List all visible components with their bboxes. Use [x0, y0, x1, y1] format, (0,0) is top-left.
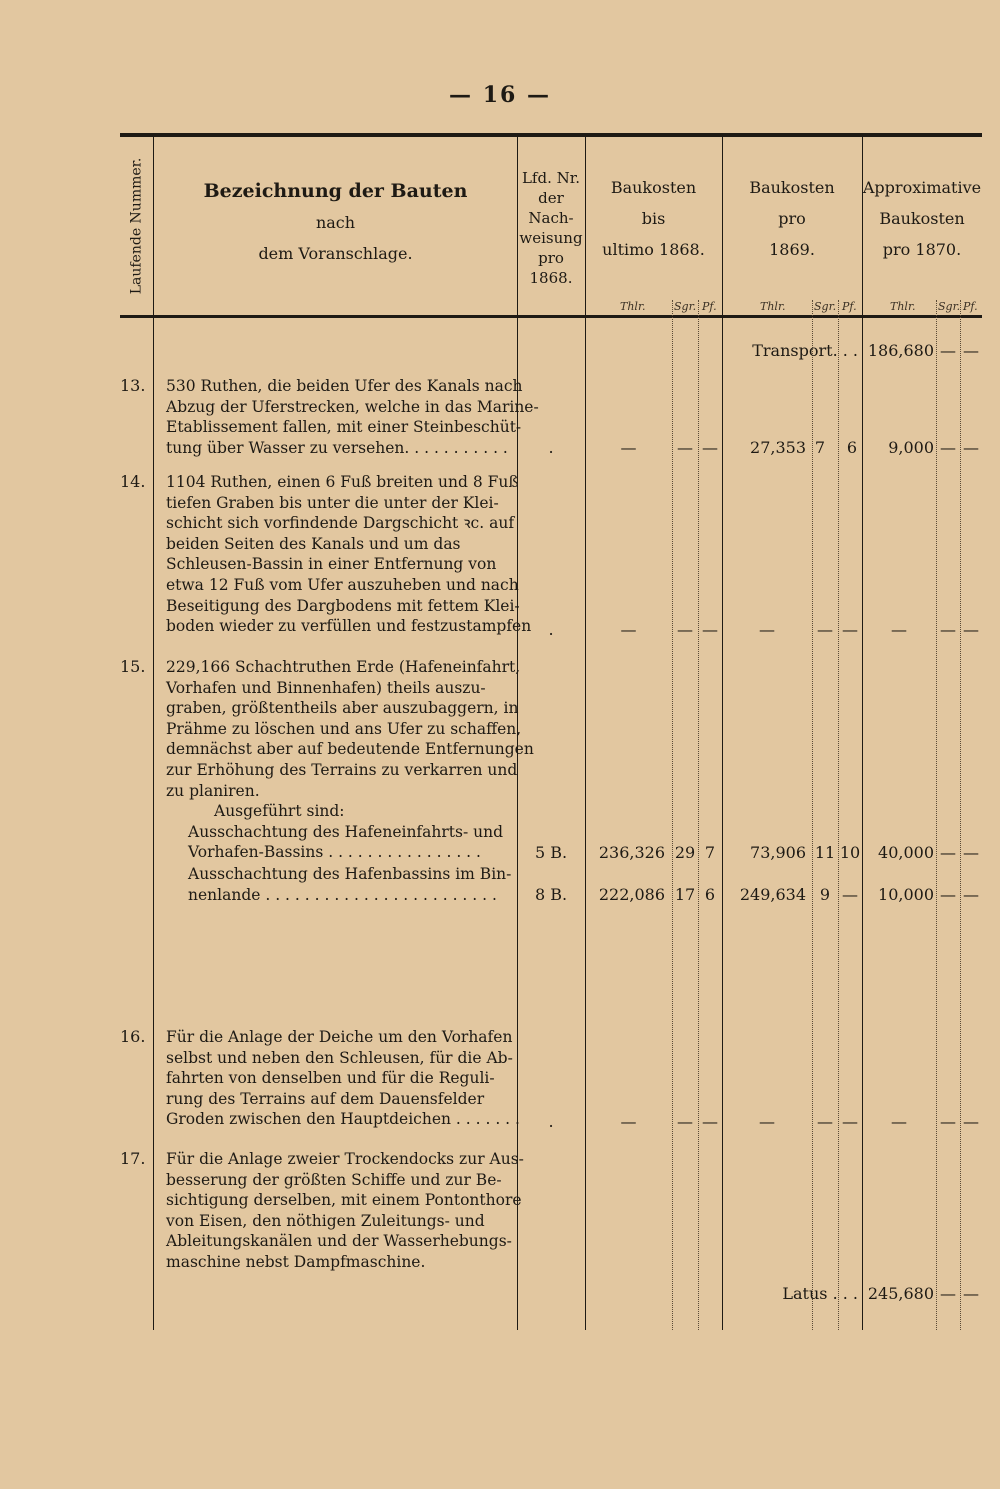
header-line: ultimo 1868.	[602, 240, 705, 259]
desc-line: 530 Ruthen, die beiden Ufer des Kanals nach	[166, 377, 523, 395]
cost-1869-thlr: 249,634	[739, 885, 806, 904]
cost-1870-thlr: —	[891, 620, 907, 639]
header-description	[154, 176, 517, 269]
cost-1870-sgr: —	[940, 1112, 956, 1131]
cost-1869-sgr: 11	[814, 843, 836, 862]
desc-line: Vorhafen und Binnenhafen) theils auszu-	[166, 678, 486, 697]
header-ref-line: der	[538, 189, 564, 207]
cost-1870-thlr: 10,000	[878, 885, 934, 904]
row-description	[166, 1027, 520, 1130]
row-description	[166, 376, 539, 458]
cost-1868-pf: 6	[704, 885, 716, 904]
latus-value: 245,680	[867, 1284, 934, 1303]
latus-label: Latus . . .	[782, 1284, 858, 1303]
cost-1868-thlr: —	[620, 1112, 637, 1131]
header-ref-line: Nach-	[528, 209, 574, 227]
desc-line: 229,166 Schachtruthen Erde (Hafeneinfahrt,	[166, 658, 521, 676]
cost-1868-sgr: 29	[674, 843, 696, 862]
cost-1869-pf: 6	[846, 438, 858, 457]
col-divider	[722, 137, 723, 1330]
unit-thlr: Thlr.	[890, 300, 916, 313]
cost-1869-pf: —	[842, 885, 858, 904]
row-description	[166, 1149, 524, 1273]
cost-1870-thlr: 40,000	[878, 843, 934, 862]
cost-1868-pf: —	[702, 438, 718, 457]
cost-1869-pf: —	[842, 1112, 858, 1131]
cost-1868-thlr: —	[620, 620, 637, 639]
desc-line: etwa 12 Fuß vom Ufer auszuheben und nach	[166, 575, 519, 594]
desc-line: tiefen Graben bis unter die unter der Klei-	[166, 493, 499, 512]
row-number: 16.	[120, 1027, 146, 1046]
cost-1869-thlr: —	[759, 620, 775, 639]
desc-line: maschine nebst Dampfmaschine.	[166, 1252, 426, 1271]
row-description	[166, 472, 531, 637]
transport-value: 186,680	[867, 341, 934, 360]
ref-cell: .	[548, 1112, 554, 1131]
desc-line: sichtigung derselben, mit einem Pontonthore	[166, 1191, 522, 1210]
cost-1870-thlr: —	[891, 1112, 907, 1131]
header-cost-1868	[585, 172, 722, 265]
col-divider	[153, 137, 154, 1330]
cost-1870-thlr: 9,000	[888, 438, 934, 457]
header-line: pro	[778, 209, 806, 228]
ref-cell: 5 B.	[534, 843, 568, 862]
header-ref-line: Lfd. Nr.	[521, 169, 581, 187]
unit-sgr: Sgr.	[674, 300, 697, 313]
header-bottom-rule	[120, 315, 982, 318]
desc-line: Für die Anlage zweier Trockendocks zur Aus-	[166, 1150, 524, 1168]
desc-line: Ausschachtung des Hafenbassins im Bin-	[188, 864, 512, 883]
cost-1870-sgr: —	[940, 620, 956, 639]
ref-cell: .	[548, 620, 554, 639]
header-cost-1869	[722, 172, 862, 265]
sub-col-divider	[838, 300, 839, 1330]
desc-line: besserung der größten Schiffe und zur Be-	[166, 1170, 502, 1189]
unit-pf: Pf.	[842, 300, 857, 313]
cost-1869-sgr: 7	[814, 438, 826, 457]
desc-line: Schleusen-Bassin in einer Entfernung von	[166, 555, 497, 574]
row-number: 17.	[120, 1149, 146, 1168]
header-line: pro 1870.	[882, 240, 962, 259]
cost-1869-sgr: —	[817, 1112, 833, 1131]
desc-line: Etablissement fallen, mit einer Steinbeschüt-	[166, 418, 522, 437]
desc-line: nenlande . . . . . . . . . . . . . . . . . . . . . . . .	[188, 885, 497, 904]
unit-pf: Pf.	[963, 300, 978, 313]
row-number: 15.	[120, 657, 146, 676]
latus-pf: —	[963, 1284, 979, 1303]
unit-sgr: Sgr.	[938, 300, 961, 313]
header-ref-line: 1868.	[529, 269, 573, 287]
transport-sgr: —	[940, 341, 956, 360]
cost-1870-pf: —	[963, 438, 979, 457]
cost-1868-sgr: —	[677, 1112, 693, 1131]
desc-line: zu planiren.	[166, 781, 260, 800]
cost-1869-sgr: —	[817, 620, 833, 639]
desc-line: 1104 Ruthen, einen 6 Fuß breiten und 8 Fuß	[166, 473, 519, 491]
cost-1869-pf: 10	[839, 843, 861, 862]
cost-1870-sgr: —	[940, 885, 956, 904]
desc-line: beiden Seiten des Kanals und um das	[166, 534, 461, 553]
cost-1868-pf: —	[702, 620, 718, 639]
desc-line: rung des Terrains auf dem Dauensfelder	[166, 1089, 485, 1108]
header-ref-line: weisung	[519, 229, 583, 247]
header-line: 1869.	[769, 240, 815, 259]
header-line: Approximative	[862, 178, 982, 197]
unit-sgr: Sgr.	[814, 300, 837, 313]
desc-line: Ausschachtung des Hafeneinfahrts- und	[188, 822, 504, 841]
cost-1868-sgr: —	[677, 438, 693, 457]
cost-1869-sgr: 9	[819, 885, 831, 904]
row-number: 14.	[120, 472, 146, 491]
header-number-label: Laufende Nummer.	[128, 157, 145, 295]
desc-line: schicht sich vorfindende Dargschicht ꝛc. auf	[166, 514, 515, 533]
desc-line: Vorhafen-Bassins . . . . . . . . . . . . . . . .	[188, 843, 481, 862]
desc-line: Prähme zu löschen und ans Ufer zu schaffen,	[166, 719, 522, 738]
cost-1870-pf: —	[963, 1112, 979, 1131]
desc-line: Beseitigung des Dargbodens mit fettem Klei-	[166, 596, 520, 615]
cost-1868-pf: 7	[704, 843, 716, 862]
desc-line: tung über Wasser zu versehen. . . . . . . . . . .	[166, 438, 508, 457]
cost-1868-thlr: 236,326	[598, 843, 665, 862]
cost-1868-thlr: —	[620, 438, 637, 457]
cost-1868-sgr: 17	[674, 885, 696, 904]
desc-line: Ableitungskanälen und der Wasserhebungs-	[166, 1232, 512, 1251]
header-cost-1870	[862, 172, 982, 265]
desc-line: graben, größtentheils aber auszubaggern, in	[166, 699, 519, 718]
desc-line: boden wieder zu verfüllen und festzustampfen	[166, 617, 532, 636]
transport-label: Transport. . .	[752, 341, 858, 360]
cost-1869-pf: —	[842, 620, 858, 639]
col-divider	[585, 137, 586, 1330]
header-line: Baukosten	[879, 209, 965, 228]
unit-thlr: Thlr.	[760, 300, 786, 313]
desc-line: selbst und neben den Schleusen, für die Ab-	[166, 1048, 513, 1067]
unit-pf: Pf.	[702, 300, 717, 313]
header-subtitle-1: nach	[315, 213, 356, 232]
desc-line: von Eisen, den nöthigen Zuleitungs- und	[166, 1211, 485, 1230]
cost-1869-thlr: 27,353	[750, 438, 806, 457]
cost-1870-sgr: —	[940, 438, 956, 457]
header-line: Baukosten	[610, 178, 697, 197]
cost-1868-sgr: —	[677, 620, 693, 639]
desc-line: Für die Anlage der Deiche um den Vorhafen	[166, 1028, 513, 1046]
cost-1868-pf: —	[702, 1112, 718, 1131]
cost-1868-thlr: 222,086	[598, 885, 665, 904]
cost-1870-pf: —	[963, 620, 979, 639]
page-number: — 16 —	[449, 82, 551, 108]
header-subtitle-2: dem Voranschlage.	[258, 244, 413, 263]
desc-line: Abzug der Uferstrecken, welche in das Marine-	[166, 397, 539, 416]
unit-thlr: Thlr.	[620, 300, 646, 313]
table-top-rule	[120, 133, 982, 137]
row-number: 13.	[120, 376, 146, 395]
header-number-col	[120, 137, 153, 315]
header-line: Baukosten	[749, 178, 835, 197]
cost-1870-sgr: —	[940, 843, 956, 862]
cost-1869-thlr: —	[759, 1112, 775, 1131]
col-divider	[862, 137, 863, 1330]
cost-1870-pf: —	[963, 885, 979, 904]
header-title: Bezeichnung der Bauten	[203, 180, 468, 202]
header-line: bis	[641, 209, 666, 228]
sub-heading: Ausgeführt sind:	[214, 802, 345, 821]
ref-cell: .	[548, 438, 554, 457]
cost-1869-thlr: 73,906	[750, 843, 806, 862]
transport-pf: —	[963, 341, 979, 360]
header-reference	[517, 168, 585, 288]
cost-1870-pf: —	[963, 843, 979, 862]
desc-line: zur Erhöhung des Terrains zu verkarren und	[166, 760, 518, 779]
row-description	[166, 657, 534, 905]
latus-sgr: —	[940, 1284, 956, 1303]
desc-line: Groden zwischen den Hauptdeichen . . . . . . .	[166, 1110, 520, 1129]
header-ref-line: pro	[538, 249, 564, 267]
desc-line: demnächst aber auf bedeutende Entfernungen	[166, 740, 534, 759]
desc-line: fahrten von denselben und für die Reguli-	[166, 1069, 495, 1088]
ref-cell: 8 B.	[534, 885, 568, 904]
